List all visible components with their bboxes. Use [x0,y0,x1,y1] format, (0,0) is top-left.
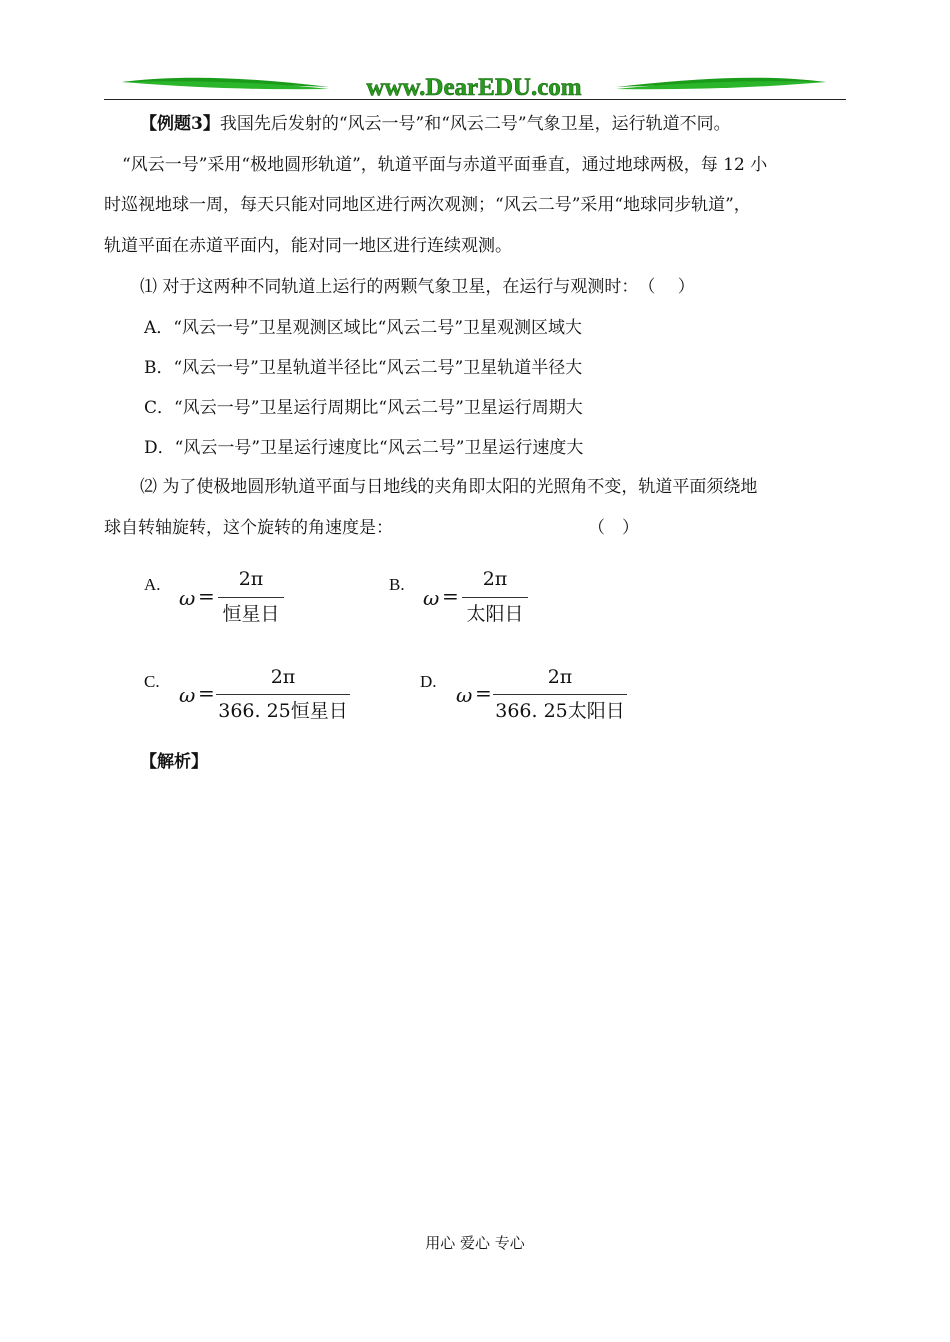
option-c-denominator: 366. 25恒星日 [218,700,348,722]
part1-option-c: C．“风云一号”卫星运行周期比“风云二号”卫星运行周期大 [144,398,583,418]
option-b-label: B. [389,575,405,594]
omega-symbol: ω [456,683,473,707]
omega-symbol: ω [423,586,440,610]
part1-option-a: A．“风云一号”卫星观测区域比“风云二号”卫星观测区域大 [144,318,583,338]
question-line-1 [140,112,731,136]
intro-text-1: 我国先后发射的“风云一号”和“风云二号”气象卫星，运行轨道不同。 [219,114,731,134]
equals-sign: = [475,681,492,705]
option-a-label: A. [144,575,161,594]
page-footer: 用心 爱心 专心 [425,1234,525,1252]
site-logo-text: www.DearEDU.com [366,74,582,101]
omega-symbol: ω [179,683,196,707]
question-line-4: 轨道平面在赤道平面内，能对同一地区进行连续观测。 [104,236,512,256]
option-a-numerator: 2π [238,568,264,590]
part1-option-d: D．“风云一号”卫星运行速度比“风云二号”卫星运行速度大 [144,438,584,458]
question-line-3: 时巡视地球一周，每天只能对同地区进行两次观测；“风云二号”采用“地球同步轨道”， [104,195,751,215]
header-rule [104,99,846,100]
fraction-bar [493,694,627,695]
equals-sign: = [442,584,459,608]
equals-sign: = [198,681,215,705]
option-b-numerator: 2π [482,568,508,590]
fraction-bar [218,597,284,598]
option-c-numerator: 2π [270,666,296,688]
part2-answer-bracket: （ ） [588,518,639,538]
option-d-numerator: 2π [547,666,573,688]
option-d-denominator: 366. 25太阳日 [495,700,625,722]
analysis-label: 【解析】 [140,752,208,772]
option-d-label: D. [420,672,437,691]
fraction-bar [216,694,350,695]
question-label: 【例题3】 [140,114,220,134]
fraction-bar [462,597,528,598]
part1-stem: ⑴ 对于这两种不同轨道上运行的两颗气象卫星，在运行与观测时： （ ） [140,277,695,297]
option-b-denominator: 太阳日 [466,603,524,625]
part2-stem-line-1: ⑵ 为了使极地圆形轨道平面与日地线的夹角即太阳的光照角不变，轨道平面须绕地 [140,477,758,497]
part2-stem-line-2: 球自转轴旋转，这个旋转的角速度是： [104,518,393,538]
omega-symbol: ω [179,586,196,610]
option-c-label: C. [144,672,160,691]
equals-sign: = [198,584,215,608]
question-line-2: “风云一号”采用“极地圆形轨道”，轨道平面与赤道平面垂直，通过地球两极，每 12 小 [122,155,768,175]
option-a-denominator: 恒星日 [222,603,280,625]
part1-option-b: B．“风云一号”卫星轨道半径比“风云二号”卫星轨道半径大 [144,358,583,378]
